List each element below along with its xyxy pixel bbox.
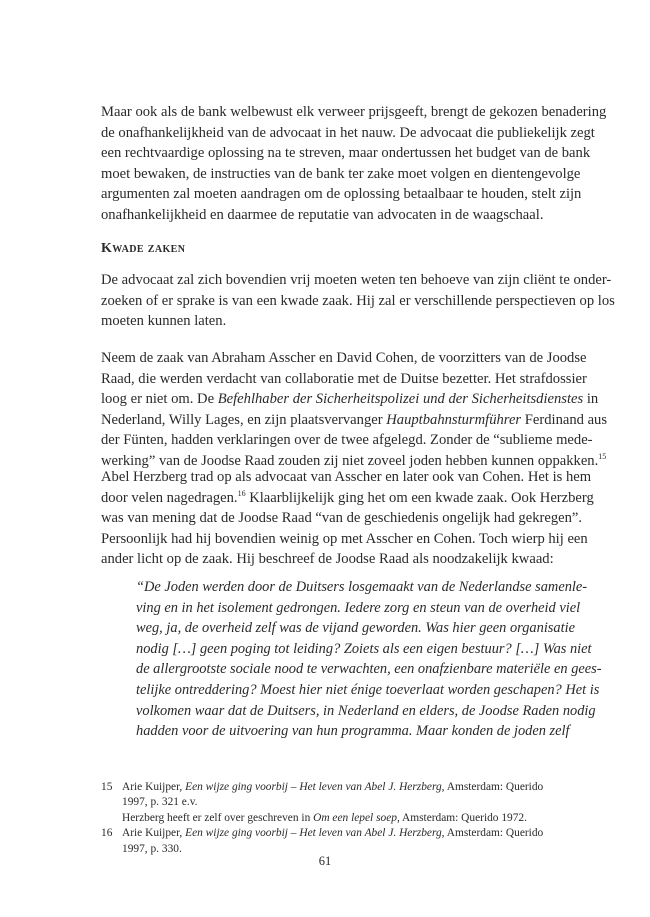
footnote-ref[interactable]: 16 bbox=[237, 488, 246, 498]
quote-line: de allergrootste sociale nood te verwachten, een onafzienbare materiële en gees- bbox=[136, 661, 602, 678]
text-line: ander licht op de zaak. Hij beschreef de Joodse Raad als noodzakelijk kwaad: bbox=[101, 551, 554, 568]
block-quote bbox=[136, 577, 602, 742]
footnote-text bbox=[122, 826, 561, 857]
page-number: 61 bbox=[318, 854, 332, 868]
quote-line: hadden voor de uitvoering van hun programma. Maar konden de joden zelf bbox=[136, 723, 570, 740]
text-run: Herzberg heeft er zelf over geschreven in bbox=[122, 811, 314, 824]
text-line: Persoonlijk had hij bovendien weinig op met Asscher en Cohen. Toch wierp hij een bbox=[101, 530, 588, 547]
book-title: Om een lepel soep bbox=[313, 811, 397, 824]
section-heading: Kwade zaken bbox=[101, 241, 186, 256]
text-line: moeten kunnen laten. bbox=[101, 313, 227, 330]
quote-line: weg, ja, de overheid zelf was de vijand geworden. Was hier geen organisatie bbox=[136, 620, 575, 637]
footnote-number: 15 bbox=[101, 781, 113, 793]
book-title: Een wijze ging voorbij – Het leven van Abel J. Herzberg bbox=[185, 781, 442, 793]
text-run: , Amsterdam: Querido 1997, p. 321 e.v. bbox=[122, 781, 544, 809]
text-line: Neem de zaak van Abraham Asscher en David Cohen, de voorzitters van de Joodse bbox=[101, 350, 587, 366]
text-line: moet bewaken, de instructies van de bank ter zake moet volgen en dientengevolge bbox=[101, 165, 581, 182]
text-line bbox=[101, 389, 599, 410]
footnote-number: 16 bbox=[101, 827, 113, 840]
quote-line: “De Joden werden door de Duitsers losgemaakt van de Nederlandse samenle- bbox=[136, 579, 588, 595]
text-line: de onafhankelijkheid van de advocaat in het nauw. De advocaat die publiekelijk zegt bbox=[101, 124, 595, 141]
text-line: De advocaat zal zich bovendien vrij moeten weten ten behoeve van zijn cliënt te onder- bbox=[101, 272, 612, 288]
text-run: Ferdinand aus bbox=[521, 411, 608, 428]
quote-line: volkomen waar dat de Duitsers, in Nederland en elders, de Joodse Raden nodig bbox=[136, 702, 596, 719]
footnotes bbox=[101, 780, 561, 857]
quote-line: telijke ontreddering? Moest hier niet énige toeverlaat worden geschapen? Het is bbox=[136, 681, 600, 698]
text-line: onafhankelijkheid en daarmee de reputatie van advocaten in de waagschaal. bbox=[101, 206, 544, 223]
text-line bbox=[101, 410, 608, 431]
text-run: Klaarblijkelijk ging het om een kwade zaak. Ook Herzberg bbox=[245, 489, 594, 506]
text-line: een rechtvaardige oplossing na te streven, maar ondertussen het budget van de bank bbox=[101, 145, 591, 162]
text-line: Maar ook als de bank welbewust elk verweer prijsgeeft, brengt de gekozen benadering bbox=[101, 104, 607, 120]
text-line: Abel Herzberg trad op als advocaat van Asscher en later ook van Cohen. Het is hem bbox=[101, 469, 592, 485]
paragraph-intro bbox=[101, 270, 615, 332]
footnote-text bbox=[122, 780, 561, 826]
text-line: der Fünten, hadden verklaringen over de twee afgelegd. Zonder de “sublieme mede- bbox=[101, 432, 593, 449]
text-line: zoeken of er sprake is van een kwade zaak. Hij zal er verschillende perspectieven op los bbox=[101, 292, 615, 309]
text-run: , Amsterdam: Querido 1997, p. 330. bbox=[122, 827, 544, 855]
text-line: argumenten zal moeten aandragen om de oplossing betaalbaar te houden, stelt zijn bbox=[101, 186, 582, 203]
footnote-15 bbox=[101, 780, 561, 826]
book-title: Een wijze ging voorbij – Het leven van Abel J. Herzberg bbox=[185, 827, 442, 840]
text-run: loog er niet om. De bbox=[101, 391, 218, 408]
text-run: Arie Kuijper, bbox=[122, 781, 186, 793]
text-line: was van mening dat de Joodse Raad “van de geschiedenis ongelijk had gekregen”. bbox=[101, 510, 583, 527]
text-run: werking” van de Joodse Raad zouden zij niet zoveel joden hebben kunnen oppakken. bbox=[101, 452, 599, 469]
footnote-ref[interactable]: 15 bbox=[598, 451, 607, 461]
paragraph-bank-independence bbox=[101, 102, 607, 226]
text-run: Arie Kuijper, bbox=[122, 827, 186, 840]
text-line bbox=[101, 488, 594, 509]
italic-term: Befehlhaber der Sicherheitspolizei und der Sicherheitsdienstes bbox=[217, 391, 584, 408]
quote-line: nodig […] geen poging tot leiding? Zoiets als een eigen bestuur? […] Was niet bbox=[136, 640, 592, 657]
footnote-16 bbox=[101, 826, 561, 857]
quote-line: ving en in het isolement gedrongen. Iedere zorg en steun van de overheid viel bbox=[136, 599, 581, 616]
italic-term: Hauptbahnsturmführer bbox=[386, 411, 522, 428]
text-line: Raad, die werden verdacht van collaboratie met de Duitse bezetter. Het strafdossier bbox=[101, 370, 587, 387]
text-run: , Amsterdam: Querido 1972. bbox=[396, 811, 527, 824]
text-run: in bbox=[583, 391, 599, 408]
text-run: door velen nagedragen. bbox=[101, 489, 238, 506]
paragraph-asscher-cohen bbox=[101, 348, 608, 472]
text-run: Nederland, Willy Lages, en zijn plaatsvervanger bbox=[101, 411, 387, 428]
paragraph-herzberg bbox=[101, 467, 594, 570]
